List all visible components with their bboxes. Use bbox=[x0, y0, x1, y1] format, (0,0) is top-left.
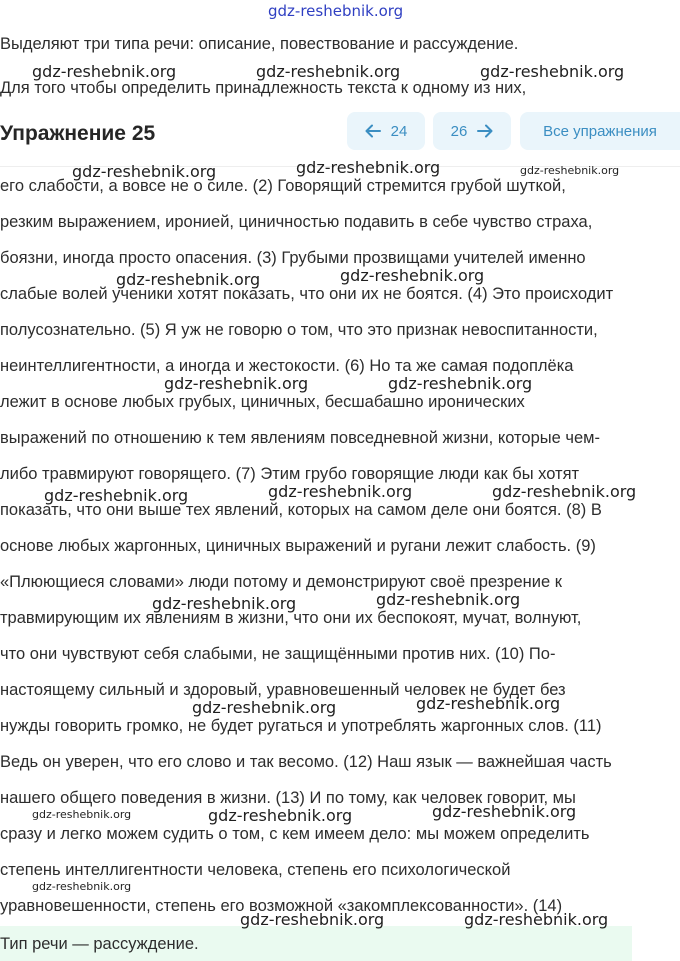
intro-line-1: Выделяют три типа речи: описание, повествование и рассуждение. bbox=[0, 35, 519, 53]
text-line: настоящему сильный и здоровый, уравновешенный человек не будет без bbox=[0, 681, 566, 699]
text-line: лежит в основе любых грубых, циничных, бесшабашно иронических bbox=[0, 393, 525, 411]
text-line: Ведь он уверен, что его слово и так весомо. (12) Наш язык — важнейшая часть bbox=[0, 753, 612, 771]
watermark: gdz-reshebnik.org bbox=[492, 482, 637, 501]
watermark: gdz-reshebnik.org bbox=[72, 162, 217, 181]
watermark: gdz-reshebnik.org bbox=[256, 62, 401, 81]
text-line: нашего общего поведения в жизни. (13) И по тому, как человек говорит, мы bbox=[0, 789, 576, 807]
answer-box bbox=[0, 926, 632, 961]
watermark: gdz-reshebnik.org bbox=[376, 590, 521, 609]
text-line: резким выражением, иронией, циничностью подавить в себе чувство страха, bbox=[0, 213, 593, 231]
watermark: gdz-reshebnik.org bbox=[44, 486, 189, 505]
text-line: либо травмируют говорящего. (7) Этим грубо говорящие люди как бы хотят bbox=[0, 465, 580, 483]
watermark: gdz-reshebnik.org bbox=[240, 910, 385, 929]
watermark: gdz-reshebnik.org bbox=[296, 158, 441, 177]
watermark: gdz-reshebnik.org bbox=[152, 594, 297, 613]
exercise-title: Упражнение 25 bbox=[0, 122, 156, 145]
watermark: gdz-reshebnik.org bbox=[480, 62, 625, 81]
next-exercise-button[interactable] bbox=[433, 112, 511, 150]
all-exercises-button[interactable] bbox=[520, 112, 680, 150]
arrow-left-icon bbox=[365, 124, 381, 138]
watermark: gdz-reshebnik.org bbox=[32, 880, 132, 893]
watermark: gdz-reshebnik.org bbox=[388, 374, 533, 393]
text-line: что они чувствуют себя слабыми, не защищёнными против них. (10) По- bbox=[0, 645, 556, 663]
watermark: gdz-reshebnik.org bbox=[208, 806, 353, 825]
watermark-top: gdz-reshebnik.org bbox=[268, 2, 404, 20]
watermark: gdz-reshebnik.org bbox=[116, 270, 261, 289]
next-exercise-label: 26 bbox=[450, 122, 468, 140]
text-line: неинтеллигентности, а иногда и жестокости. (6) Но та же самая подоплёка bbox=[0, 357, 574, 375]
text-line: нужды говорить громко, не будет ругаться и употреблять жаргонных слов. (11) bbox=[0, 717, 602, 735]
text-line: его слабости, а вовсе не о силе. (2) Говорящий стремится грубой шуткой, bbox=[0, 177, 566, 195]
text-line: слабые волей ученики хотят показать, что они их не боятся. (4) Это происходит bbox=[0, 285, 614, 303]
text-line: «Плюющиеся словами» люди потому и демонстрируют своё презрение к bbox=[0, 573, 562, 591]
all-exercises-label: Все упражнения bbox=[543, 122, 657, 140]
text-line: полусознательно. (5) Я уж не говорю о том, что это признак невоспитанности, bbox=[0, 321, 598, 339]
text-line: сразу и легко можем судить о том, с кем имеем дело: мы можем определить bbox=[0, 825, 590, 843]
text-line: показать, что они выше тех явлений, которых на самом деле они боятся. (8) В bbox=[0, 501, 602, 519]
text-line: степень интеллигентности человека, степень его психологической bbox=[0, 861, 511, 879]
watermark: gdz-reshebnik.org bbox=[32, 62, 177, 81]
watermark: gdz-reshebnik.org bbox=[192, 698, 337, 717]
watermark: gdz-reshebnik.org bbox=[32, 808, 132, 821]
text-line: выражений по отношению к тем явлениям повседневной жизни, которые чем- bbox=[0, 429, 600, 447]
arrow-right-icon bbox=[477, 124, 493, 138]
prev-exercise-label: 24 bbox=[390, 122, 408, 140]
intro-line-2: Для того чтобы определить принадлежность текста к одному из них, bbox=[0, 79, 527, 97]
watermark: gdz-reshebnik.org bbox=[416, 694, 561, 713]
watermark: gdz-reshebnik.org bbox=[432, 802, 577, 821]
watermark: gdz-reshebnik.org bbox=[164, 374, 309, 393]
prev-exercise-button[interactable] bbox=[347, 112, 425, 150]
answer-text: Тип речи — рассуждение. bbox=[0, 935, 199, 953]
watermark: gdz-reshebnik.org bbox=[520, 164, 620, 177]
text-line: уравновешенности, степень его возможной «закомплексованности». (14) bbox=[0, 897, 563, 915]
watermark: gdz-reshebnik.org bbox=[464, 910, 609, 929]
watermark: gdz-reshebnik.org bbox=[340, 266, 485, 285]
text-line: основе любых жаргонных, циничных выражений и ругани лежит слабость. (9) bbox=[0, 537, 596, 555]
text-line: боязни, иногда просто опасения. (3) Грубыми прозвищами учителей именно bbox=[0, 249, 586, 267]
text-line: травмирующим их явлениям в жизни, что они их беспокоят, мучат, волнуют, bbox=[0, 609, 582, 627]
watermark: gdz-reshebnik.org bbox=[268, 482, 413, 501]
